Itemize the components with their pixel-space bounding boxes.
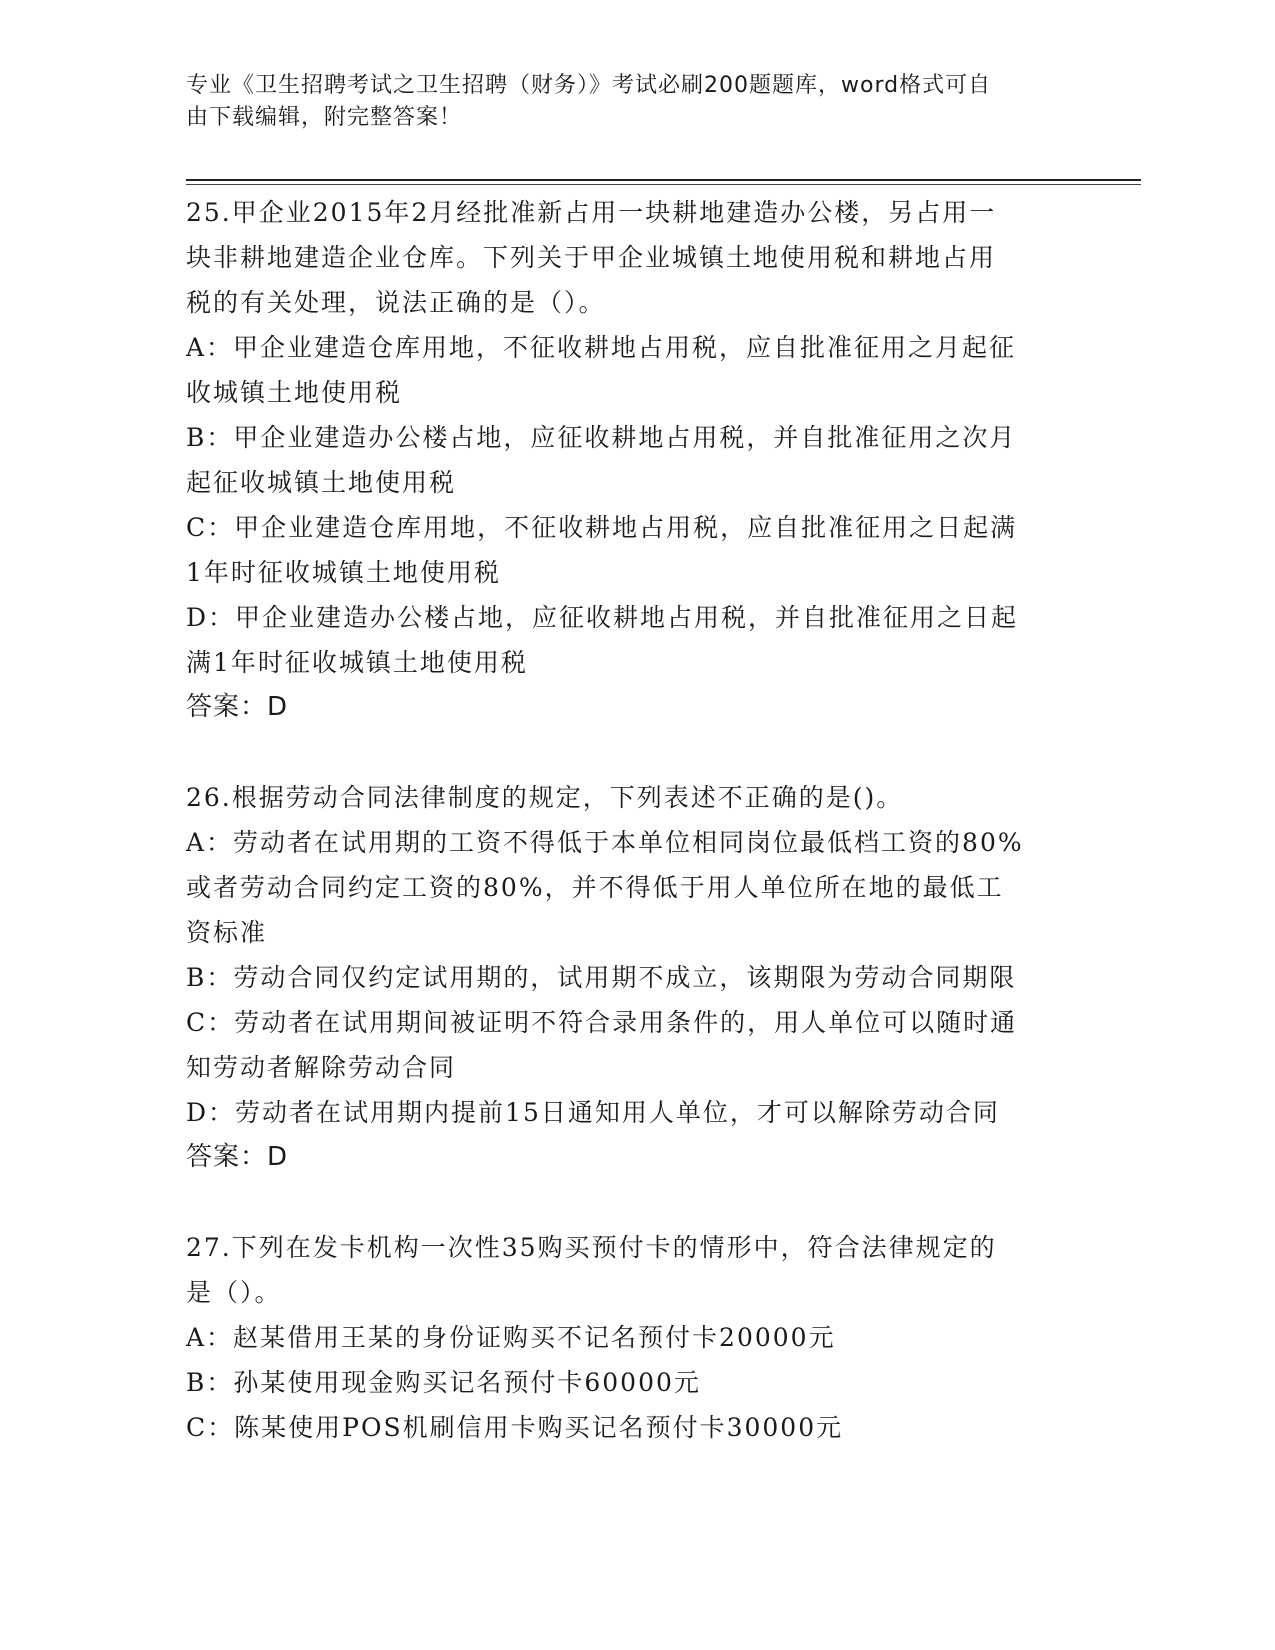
option-c-line: C：甲企业建造仓库用地，不征收耕地占用税，应自批准征用之日起满 [186, 513, 1018, 542]
header-line-2: 由下载编辑，附完整答案！ [186, 105, 463, 130]
header-divider-thick [186, 179, 1141, 181]
option-b-line: B：甲企业建造办公楼占地，应征收耕地占用税，并自批准征用之次月 [186, 423, 1017, 452]
option-c-line: C：陈某使用POS机刷信用卡购买记名预付卡30000元 [186, 1413, 844, 1442]
option-c-line: 知劳动者解除劳动合同 [186, 1053, 457, 1082]
answer-label: 答案：D [186, 1142, 289, 1172]
header-line-1: 专业《卫生招聘考试之卫生招聘（财务）》考试必刷200题题库，word格式可自 [186, 73, 992, 98]
question-text-line: 27.下列在发卡机构一次性35购买预付卡的情形中，符合法律规定的 [186, 1233, 997, 1262]
option-a-line: 资标准 [186, 918, 268, 947]
option-b-line: B：劳动合同仅约定试用期的，试用期不成立，该期限为劳动合同期限 [186, 963, 1017, 992]
question-27 [186, 1225, 1086, 1450]
option-b-line: B：孙某使用现金购买记名预付卡60000元 [186, 1368, 701, 1397]
option-c-line: C：劳动者在试用期间被证明不符合录用条件的，用人单位可以随时通 [186, 1008, 1018, 1037]
option-a-line: A：劳动者在试用期的工资不得低于本单位相同岗位最低档工资的80% [186, 828, 1024, 857]
option-a-line: A：甲企业建造仓库用地，不征收耕地占用税，应自批准征用之月起征 [186, 333, 1017, 362]
answer-label: 答案：D [186, 692, 289, 722]
option-a-line: A：赵某借用王某的身份证购买不记名预付卡20000元 [186, 1323, 836, 1352]
question-list [186, 190, 1086, 1450]
question-spacer [186, 730, 1086, 775]
question-text-line: 块非耕地建造企业仓库。下列关于甲企业城镇土地使用税和耕地占用 [186, 243, 997, 272]
question-text-line: 税的有关处理，说法正确的是（）。 [186, 288, 606, 317]
option-d-line: D：甲企业建造办公楼占地，应征收耕地占用税，并自批准征用之日起 [186, 603, 1019, 632]
question-26 [186, 775, 1086, 1180]
option-d-line: 满1年时征收城镇土地使用税 [186, 648, 528, 677]
question-text-line: 26.根据劳动合同法律制度的规定，下列表述不正确的是()。 [186, 783, 904, 812]
option-a-line: 收城镇土地使用税 [186, 378, 403, 407]
question-spacer [186, 1180, 1086, 1225]
question-25 [186, 190, 1086, 730]
option-d-line: D：劳动者在试用期内提前15日通知用人单位，才可以解除劳动合同 [186, 1098, 1000, 1127]
option-c-line: 1年时征收城镇土地使用税 [186, 558, 501, 587]
document-header [186, 70, 1066, 134]
question-text-line: 25.甲企业2015年2月经批准新占用一块耕地建造办公楼，另占用一 [186, 198, 997, 227]
option-b-line: 起征收城镇土地使用税 [186, 468, 457, 497]
question-text-line: 是（）。 [186, 1278, 282, 1307]
option-a-line: 或者劳动合同约定工资的80%，并不得低于用人单位所在地的最低工 [186, 873, 1004, 902]
header-divider-thin [186, 184, 1141, 185]
